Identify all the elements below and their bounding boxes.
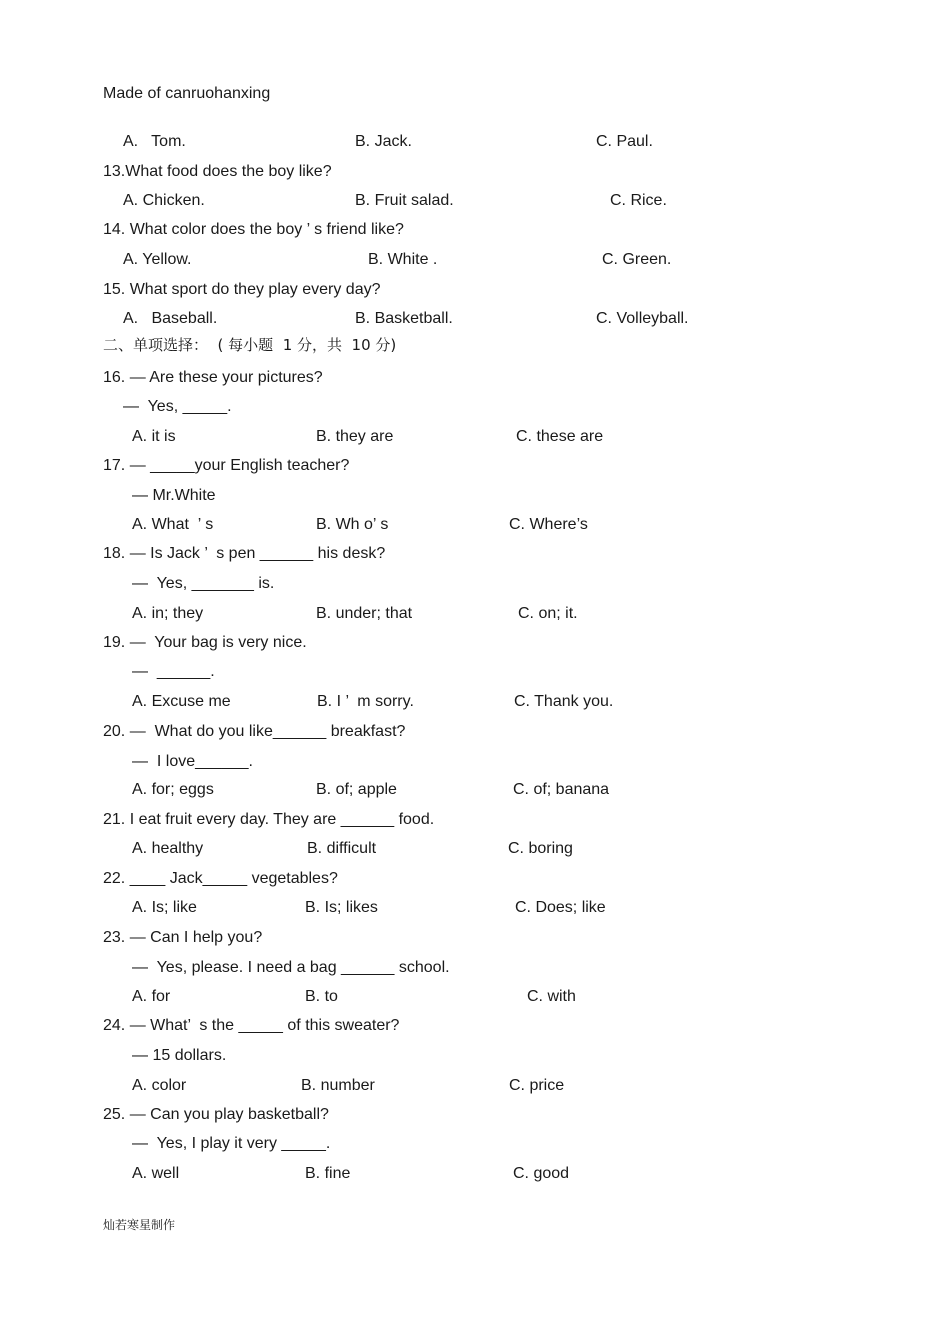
q18-reply: — Yes, _______ is. (132, 575, 275, 592)
q23-option-c: C. with (527, 988, 576, 1005)
q14-option-a: A. Yellow. (123, 251, 192, 268)
q25-option-c: C. good (513, 1165, 570, 1182)
q21-stem: 21. I eat fruit every day. They are ______ food. (103, 811, 435, 828)
q23-stem: 23. — Can I help you? (103, 929, 263, 946)
page-footer: 灿若寒星制作 (103, 1218, 176, 1232)
q18-stem: 18. — Is Jack ’ s pen ______ his desk? (103, 545, 386, 562)
q12-option-b: B. Jack. (355, 133, 412, 150)
q24-option-a: A. color (132, 1077, 187, 1094)
q16-stem: 16. — Are these your pictures? (103, 369, 323, 386)
q15-option-b: B. Basketball. (355, 310, 453, 327)
q25-option-b: B. fine (305, 1165, 351, 1182)
q23-reply: — Yes, please. I need a bag ______ school. (132, 959, 450, 976)
q18-option-b: B. under; that (316, 605, 413, 622)
q13-option-a: A. Chicken. (123, 192, 205, 209)
q24-reply: — 15 dollars. (132, 1047, 227, 1064)
q15-stem: 15. What sport do they play every day? (103, 281, 381, 298)
q16-option-b: B. they are (316, 428, 394, 445)
q21-option-b: B. difficult (307, 840, 377, 857)
q17-stem: 17. — _____your English teacher? (103, 457, 350, 474)
q13-option-b: B. Fruit salad. (355, 192, 454, 209)
q21-option-c: C. boring (508, 840, 573, 857)
q14-stem: 14. What color does the boy ’ s friend like? (103, 221, 404, 238)
q25-option-a: A. well (132, 1165, 180, 1182)
q15-option-a: A. Baseball. (123, 310, 218, 327)
q12-option-a: A. Tom. (123, 133, 186, 150)
q25-stem: 25. — Can you play basketball? (103, 1106, 329, 1123)
section2-heading: 二、单项选择： ( 每小题 1 分，共 10 分) (103, 336, 397, 354)
q13-stem: 13.What food does the boy like? (103, 163, 332, 180)
q25-reply: — Yes, I play it very _____. (132, 1135, 331, 1152)
q19-stem: 19. — Your bag is very nice. (103, 634, 307, 651)
q19-option-b: B. I ’ m sorry. (317, 693, 414, 710)
q19-reply: — ______. (132, 663, 215, 680)
q20-option-c: C. of; banana (513, 781, 610, 798)
page-header: Made of canruohanxing (103, 85, 271, 102)
q22-stem: 22. ____ Jack_____ vegetables? (103, 870, 338, 887)
q23-option-b: B. to (305, 988, 338, 1005)
q17-option-a: A. What ’ s (132, 516, 214, 533)
q22-option-a: A. Is; like (132, 899, 197, 916)
q20-option-a: A. for; eggs (132, 781, 214, 798)
q24-option-b: B. number (301, 1077, 375, 1094)
q14-option-b: B. White . (368, 251, 438, 268)
q20-stem: 20. — What do you like______ breakfast? (103, 723, 406, 740)
q16-option-a: A. it is (132, 428, 176, 445)
q13-option-c: C. Rice. (610, 192, 667, 209)
q19-option-c: C. Thank you. (514, 693, 614, 710)
q22-option-c: C. Does; like (515, 899, 606, 916)
q18-option-c: C. on; it. (518, 605, 578, 622)
q17-reply: — Mr.White (132, 487, 216, 504)
q24-stem: 24. — What’ s the _____ of this sweater? (103, 1017, 400, 1034)
q21-option-a: A. healthy (132, 840, 204, 857)
q18-option-a: A. in; they (132, 605, 204, 622)
q22-option-b: B. Is; likes (305, 899, 378, 916)
q12-option-c: C. Paul. (596, 133, 653, 150)
q17-option-c: C. Where’s (509, 516, 588, 533)
q20-reply: — I love______. (132, 753, 253, 770)
q15-option-c: C. Volleyball. (596, 310, 689, 327)
q16-reply: — Yes, _____. (123, 398, 232, 415)
q24-option-c: C. price (509, 1077, 565, 1094)
q17-option-b: B. Wh o’ s (316, 516, 389, 533)
q19-option-a: A. Excuse me (132, 693, 231, 710)
q20-option-b: B. of; apple (316, 781, 397, 798)
q16-option-c: C. these are (516, 428, 604, 445)
q14-option-c: C. Green. (602, 251, 672, 268)
q23-option-a: A. for (132, 988, 171, 1005)
